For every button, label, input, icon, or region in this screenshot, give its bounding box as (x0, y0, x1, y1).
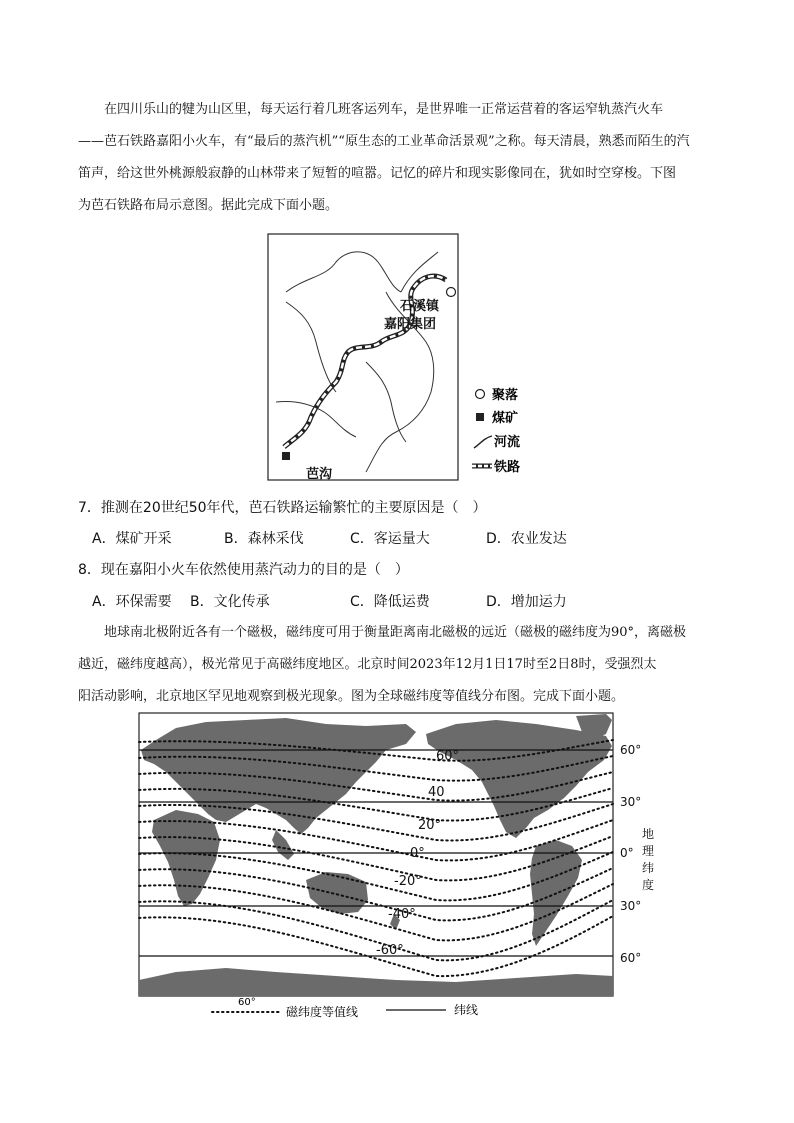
passage-2-line-1: 地球南北极附近各有一个磁极，磁纬度可用于衡量距离南北磁极的远近（磁极的磁纬度为90°，离磁极 (104, 625, 687, 640)
axis-title-char: 地 (642, 827, 655, 841)
passage-2-line-2: 越近，磁纬度越高），极光常见于高磁纬度地区。北京时间2023年12月1日17时至2日8时，受强烈太 (78, 657, 657, 672)
q8-option-c[interactable]: C．降低运费 (350, 594, 430, 610)
railway-layout-map (266, 232, 530, 482)
q7-option-b[interactable]: B．森林采伐 (224, 531, 304, 547)
lat-label-30s: 30° (620, 899, 642, 913)
question-8-stem: 8．现在嘉阳小火车依然使用蒸汽动力的目的是（ ） (78, 562, 409, 578)
mag-label-0: 0° (410, 846, 425, 861)
axis-title-char: 度 (642, 878, 655, 892)
passage-1-line-1: 在四川乐山的犍为山区里，每天运行着几班客运列车，是世界唯一正常运营着的客运窄轨蒸汽火车 (104, 102, 664, 117)
passage-1-line-4: 为芭石铁路布局示意图。据此完成下面小题。 (78, 198, 339, 213)
question-7-stem: 7．推测在20世纪50年代，芭石铁路运输繁忙的主要原因是（ ） (78, 500, 487, 516)
coal-mine-marker (282, 452, 290, 460)
q7-option-a[interactable]: A．煤矿开采 (92, 531, 172, 547)
legend-settlement-icon (476, 390, 485, 399)
legend-river-icon (474, 436, 492, 448)
group-label: 嘉阳集团 (384, 317, 437, 332)
mag-label-minus-60: -60° (376, 943, 404, 958)
mag-label-40: 40 (428, 785, 445, 800)
lat-label-60n: 60° (620, 743, 642, 757)
legend-river-label: 河流 (494, 435, 521, 450)
railway-map-frame (268, 234, 458, 480)
magnetic-latitude-map (136, 710, 676, 1020)
passage-2 (78, 617, 718, 713)
passage-1 (78, 94, 718, 222)
passage-1-line-3: 笛声，给这世外桃源般寂静的山林带来了短暂的喧嚣。记忆的碎片和现实影像同在，犹如时空穿梭。下图 (78, 166, 677, 181)
lat-label-30n: 30° (620, 795, 642, 809)
legend-coal-label: 煤矿 (492, 411, 519, 426)
legend-coal-icon (476, 413, 484, 421)
passage-1-line-2: ——芭石铁路嘉阳小火车，有“最后的蒸汽机”“原生态的工业革命活景观”之称。每天清晨，熟悉而陌生的汽 (78, 134, 690, 149)
bagou-label: 芭沟 (306, 467, 333, 482)
passage-2-line-3: 阳活动影响，北京地区罕见地观察到极光现象。图为全球磁纬度等值线分布图。完成下面小题。 (78, 689, 625, 704)
legend-lat-label: 纬线 (454, 1003, 479, 1017)
axis-title-char: 纬 (642, 861, 655, 875)
q7-option-c[interactable]: C．客运量大 (350, 531, 430, 547)
q8-option-b[interactable]: B．文化传承 (190, 594, 270, 610)
settlement-marker (447, 288, 456, 297)
lat-label-60s: 60° (620, 951, 642, 965)
lat-label-0: 0° (620, 846, 634, 860)
mag-label-60: 60° (436, 749, 460, 764)
legend-mag-value: 60° (238, 997, 256, 1008)
q7-option-d[interactable]: D．农业发达 (486, 531, 567, 547)
mag-label-minus-40: -40° (388, 907, 416, 922)
axis-title-char: 理 (642, 844, 655, 858)
q8-option-d[interactable]: D．增加运力 (486, 594, 567, 610)
legend-mag-label: 磁纬度等值线 (286, 1005, 359, 1019)
mag-label-minus-20: -20° (394, 874, 422, 889)
q8-option-a[interactable]: A．环保需要 (92, 594, 172, 610)
legend-railway-label: 铁路 (494, 460, 521, 475)
legend-settlement-label: 聚落 (492, 388, 519, 403)
town-label: 石溪镇 (400, 299, 440, 314)
mag-label-20: 20° (418, 818, 442, 833)
